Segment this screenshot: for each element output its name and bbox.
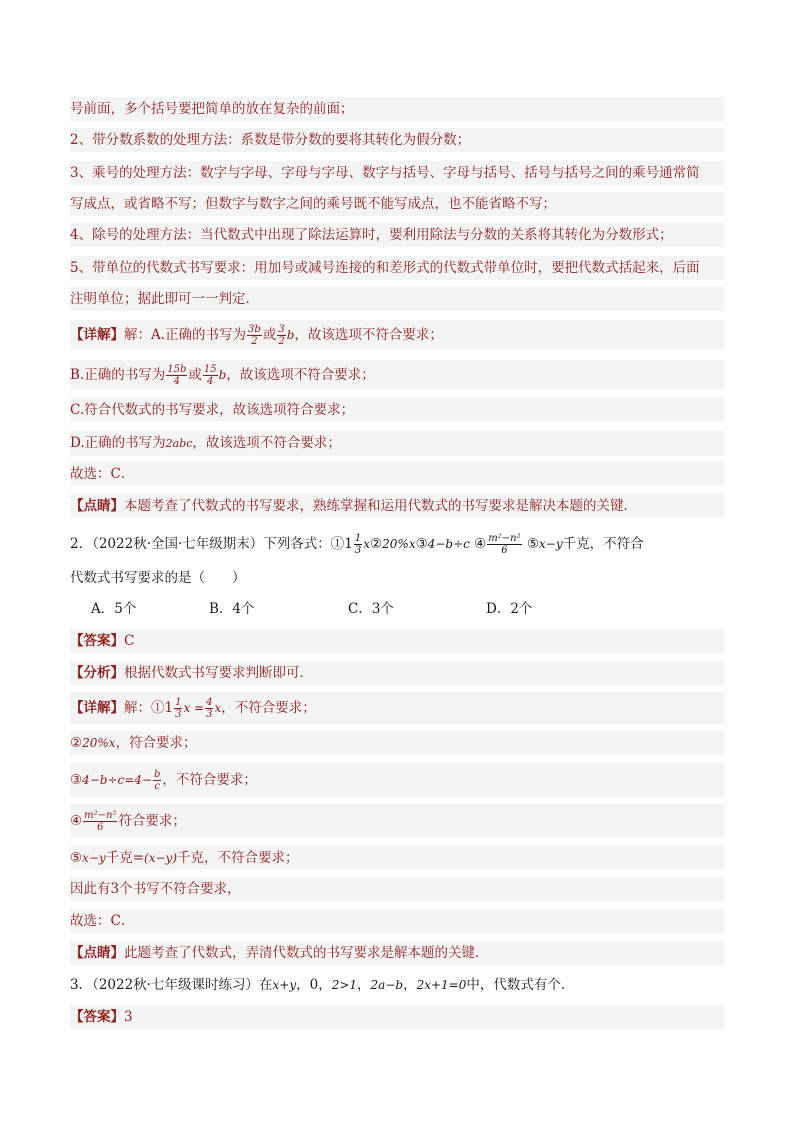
question-text: ， (357, 977, 371, 993)
item-label: ④ (474, 536, 487, 552)
item-label: ⑤ (70, 850, 83, 866)
math-expr: 2>1 (331, 978, 358, 992)
q2-choose: 故选：C． (70, 909, 724, 933)
detail-text: ，故该选项不符合要求； (192, 435, 341, 451)
question-3-line (70, 973, 724, 997)
detail-text: B.正确的书写为 (70, 367, 166, 383)
item-label: ② (370, 536, 383, 552)
detail-text: 千克，不符合要求； (177, 850, 299, 866)
answer-tag: 【答案】 (70, 1009, 124, 1025)
detail-text: 解：① (124, 700, 165, 716)
point-tag: 【点睛】 (70, 498, 124, 514)
math-expr: 20%x (382, 537, 416, 551)
q2-detail-2 (70, 731, 724, 755)
text-line: 号前面，多个括号要把简单的放在复杂的前面； (70, 97, 724, 121)
question-text: 千克，不符合 (562, 536, 644, 552)
q2-detail-3 (70, 763, 724, 797)
fraction: $\frac{3}{2}$ (278, 324, 285, 347)
option-c: C．3个 (348, 601, 394, 617)
detail-tag: 【详解】 (70, 327, 124, 343)
q2-point-line (70, 941, 724, 965)
option-a: A．5个 (91, 601, 137, 617)
detail-text: 解：A.正确的书写为 (124, 327, 247, 343)
math-var: b (218, 368, 227, 382)
math-expr: x−y (539, 537, 563, 551)
point-text: 本题考查了代数式的书写要求，熟练掌握和运用代数式的书写要求是解决本题的关键． (124, 498, 637, 514)
math-expr: 2abc (165, 437, 193, 450)
answer-value: 3 (124, 1009, 133, 1025)
question-2-line (70, 527, 724, 561)
detail-d-line (70, 431, 724, 456)
point-text: 此题考查了代数式，弄清代数式的书写要求是解本题的关键． (124, 945, 489, 961)
text-line: 5、带单位的代数式书写要求：用加号或减号连接的和差形式的代数式带单位时，要把代数式括起来，后面 (70, 256, 724, 280)
analysis-line (70, 661, 724, 685)
or-text: 或 (262, 327, 277, 343)
math-int: 1 (164, 700, 174, 716)
text-line: 2、带分数系数的处理方法：系数是带分数的要将其转化为假分数； (70, 128, 724, 152)
text-line: 写成点，或省略不写；但数字与数字之间的乘号既不能写成点，也不能省略不写； (70, 192, 724, 216)
fraction: $\frac{4}{3}$ (206, 697, 213, 720)
detail-text: ，故该选项不符合要求； (226, 367, 375, 383)
question-2-line-2: 代数式书写要求的是（ ） (70, 570, 246, 586)
question-text: ， (403, 977, 417, 993)
detail-b-line (70, 360, 724, 390)
fraction: $\frac{\text{m²−n²}}{6}$ (84, 810, 117, 833)
question-text: 中，代数式有个. (466, 977, 566, 993)
point-tag: 【点睛】 (70, 945, 124, 961)
math-expr: 4−b÷c=4− (82, 773, 152, 787)
answer-value: C (124, 633, 135, 649)
answer-line (70, 629, 724, 653)
question-text: 2．（2022秋·全国·七年级期末）下列各式： (70, 536, 331, 552)
detail-text: ，故该选项不符合要求； (294, 327, 443, 343)
q2-detail-1 (70, 692, 724, 724)
item-label: ④ (70, 813, 83, 829)
fraction: $\frac{15}{4}$ (203, 364, 217, 387)
detail-c-line: C.符合代数式的书写要求，故该选项符合要求； (70, 398, 724, 422)
fraction: $\frac{\text{m²−n²}}{6}$ (488, 533, 521, 556)
option-b: B．4个 (209, 601, 255, 617)
detail-text: 千克= (105, 850, 145, 866)
question-text: ，0， (296, 977, 332, 993)
detail-tag: 【详解】 (70, 700, 124, 716)
item-label: ③ (415, 536, 428, 552)
item-label: ② (70, 735, 83, 751)
detail-text: ，不符合要求； (221, 700, 316, 716)
math-expr: 2a−b (370, 978, 404, 992)
fraction: $\frac{15b}{4}$ (167, 364, 187, 387)
text-line: 4、除号的处理方法：当代数式中出现了除法运算时，要利用除法与分数的关系将其转化为分数形式； (70, 223, 724, 247)
math-var: x (363, 537, 371, 551)
fraction: $\frac{b}{c}$ (154, 769, 161, 792)
q2-detail-6: 因此有3个书写不符合要求， (70, 877, 724, 901)
math-expr: x−y (82, 851, 106, 865)
analysis-tag: 【分析】 (70, 665, 124, 681)
fraction: $\frac{3b}{2}$ (248, 324, 261, 347)
math-var: b (286, 328, 295, 342)
math-expr: 2x+1=0 (416, 978, 467, 992)
detail-text: 符合要求； (118, 813, 186, 829)
fraction: $\frac{1}{3}$ (175, 697, 182, 720)
detail-text: ，不符合要求； (162, 772, 257, 788)
analysis-text: 根据代数式书写要求判断即可． (124, 665, 313, 681)
item-label: ①1 (330, 536, 353, 552)
math-expr: 4−b÷c (427, 537, 470, 551)
detail-a-line (70, 320, 724, 350)
answer-tag: 【答案】 (70, 633, 124, 649)
detail-text: ，符合要求； (115, 735, 197, 751)
q3-answer-line (70, 1005, 724, 1029)
math-expr: x+y (272, 978, 297, 992)
choose-line: 故选：C． (70, 462, 724, 486)
fraction: $\frac{1}{3}$ (354, 533, 362, 556)
math-expr: 20%x (82, 736, 116, 750)
text-line: 3、乘号的处理方法：数字与字母、字母与字母、数字与括号、字母与括号、括号与括号之间的乘号通常简 (70, 161, 724, 185)
item-label: ⑤ (526, 536, 539, 552)
or-text: 或 (188, 367, 202, 383)
detail-text: D.正确的书写为 (70, 435, 166, 451)
math-expr: (x−y) (144, 851, 177, 865)
q2-detail-4 (70, 804, 724, 838)
math-var: x (214, 701, 222, 715)
text-line: 注明单位；据此即可一一判定． (70, 287, 724, 311)
item-label: ③ (70, 772, 83, 788)
option-d: D．2个 (486, 601, 533, 617)
math-expr: x = (183, 701, 205, 715)
q2-detail-5 (70, 846, 724, 870)
point-line (70, 494, 724, 518)
question-text: 3．（2022秋·七年级课时练习）在 (70, 977, 273, 993)
